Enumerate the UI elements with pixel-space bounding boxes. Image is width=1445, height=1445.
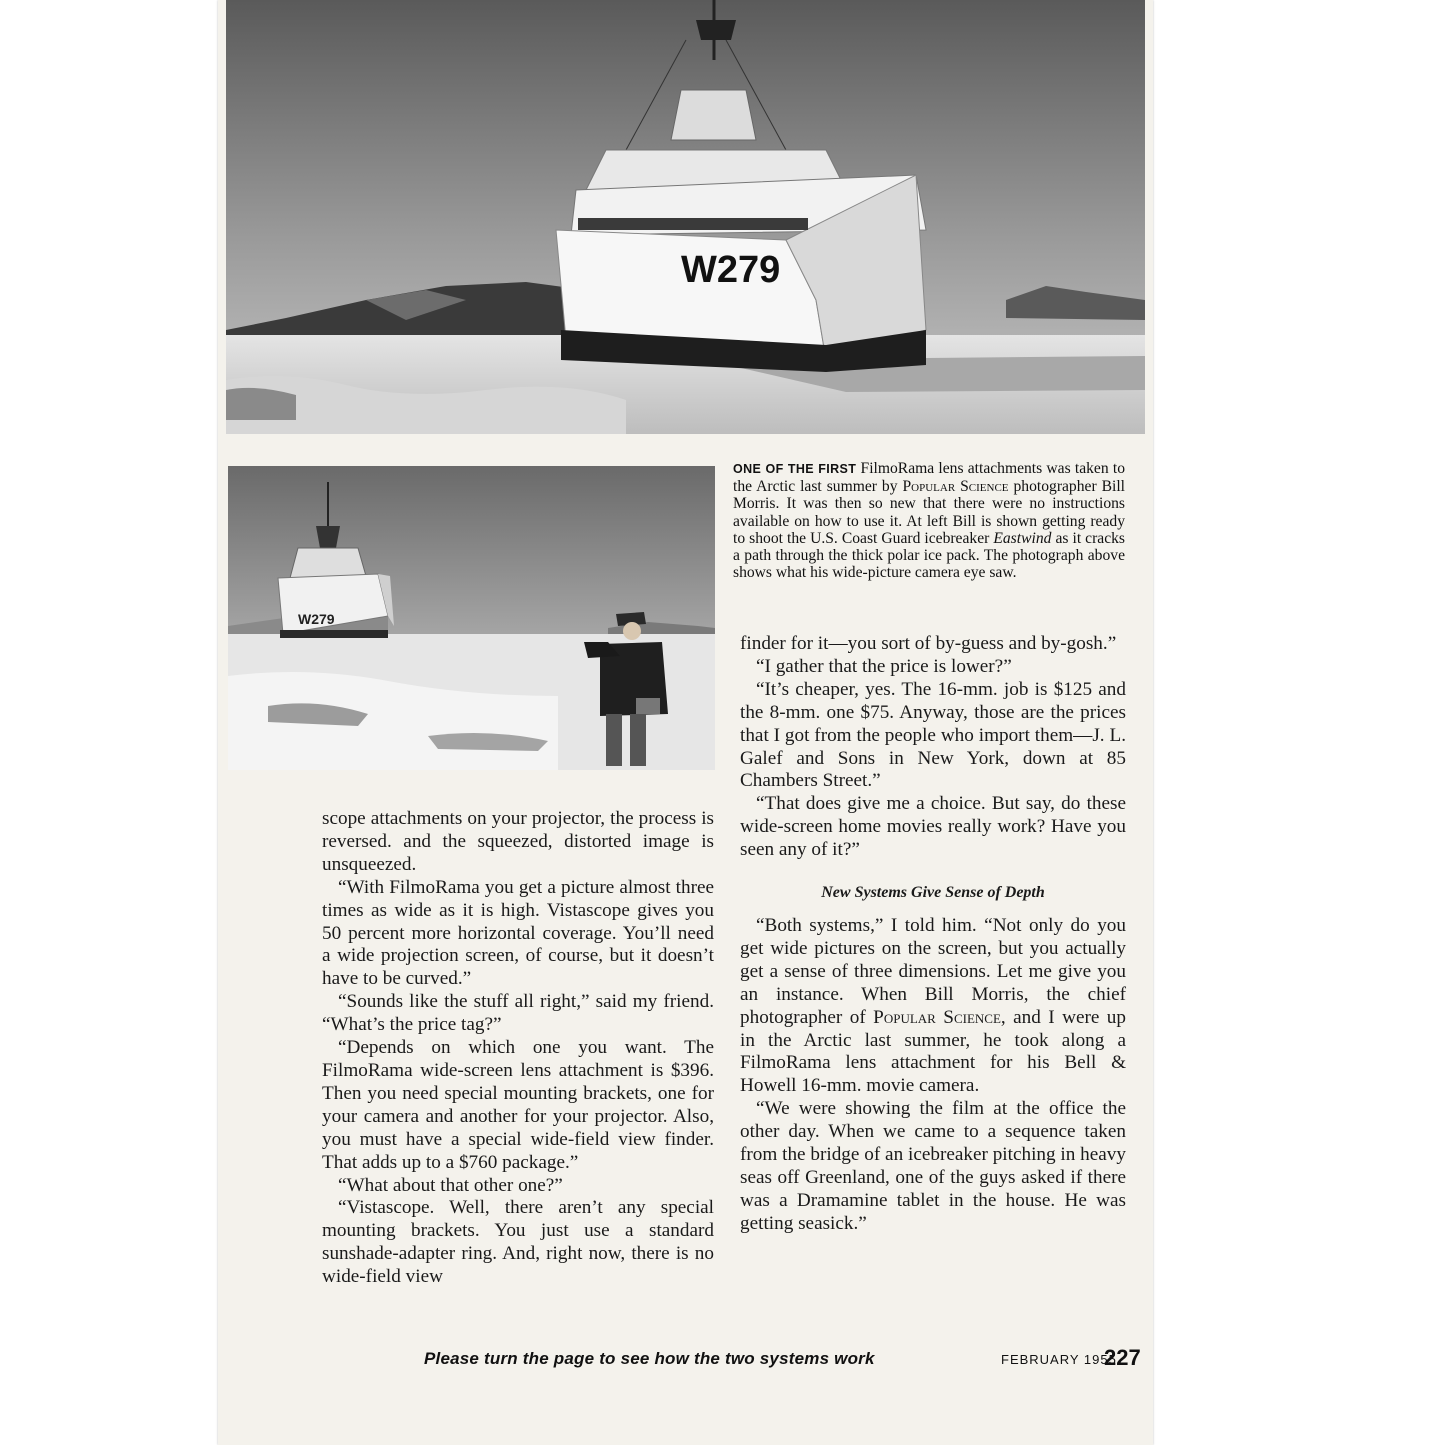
paragraph: “That does give me a choice. But say, do these wide-screen home movies really work? Have you seen any of it?” [740,793,1126,861]
paragraph: “I gather that the price is lower?” [756,655,1012,677]
caption-text-3: as it cracks a path through the thick polar ice pack. The photograph above shows what his wide-picture camera eye saw. [733,529,1126,582]
paragraph: “Vistascope. Well, there aren’t any special mounting brackets. You just use a standard sunshade-adapter ring. And, right now, there is no wide-field view [322,1197,714,1288]
paragraph: “What about that other one?” [338,1174,563,1196]
caption-text-2: photographer Bill Morris. It was then so new that there were no instructions available on how to use it. At left Bill is shown getting ready to shoot the U.S. Coast Guard icebreaker [733,478,1126,547]
caption-text-1: FilmoRama lens attachments was taken to the Arctic last summer by [733,460,1125,496]
paragraph: scope attachments on your projector, the process is reversed. and the squeezed, distorted image is unsqueezed. [322,808,714,875]
paragraph: “Sounds like the stuff all right,” said my friend. “What’s the price tag?” [322,991,714,1036]
magazine-name: Popular Science [873,1006,1001,1028]
paragraph-text: , and I were up in the Arctic last summer, he took along a FilmoRama lens attachment for his Bell & Howell 16-mm. movie camera. [740,1006,1126,1097]
magazine-page [218,0,1153,1445]
section-subhead: New Systems Give Sense of Depth [821,884,1045,902]
continue-note: Please turn the page to see how the two systems work [424,1349,875,1368]
photo-caption [733,460,1125,581]
hull-number-top: W279 [681,249,781,291]
photographer-photo [228,466,715,770]
paragraph: “We were showing the film at the office the other day. When we came to a sequence taken from the bridge of an icebreaker pitching in heavy seas off Greenland, one of the guys asked if there was a Dramamine tablet in the house. He was getting seasick.” [740,1098,1126,1234]
paragraph: “It’s cheaper, yes. The 16-mm. job is $125 and the 8-mm. one $75. Anyway, those are the prices that I got from the people who import them—J. L. Galef and Sons in New York, down at 85 Chambers Street.” [740,678,1126,792]
page-footer [424,1345,1141,1375]
hull-number-left: W279 [298,611,335,627]
issue-date: FEBRUARY 1955 [1001,1352,1117,1367]
paragraph [740,915,1126,1098]
caption-ship-name: Eastwind [993,529,1052,547]
paragraph: “Depends on which one you want. The FilmoRama wide-screen lens attachment is $396. Then you need special mounting brackets, one for your camera and another for your projector. Also, you must have a special wide-field view finder. That adds up to a $760 package.” [322,1037,714,1173]
left-text-column [322,808,714,1289]
paragraph-text: “Both systems,” I told him. “Not only do you get wide pictures on the screen, but you actually get a sense of three dimensions. Let me give you an instance. When Bill Morris, the chief photographer of [740,914,1126,1028]
paragraph: “With FilmoRama you get a picture almost three times as wide as it is high. Vistascope gives you 50 percent more horizontal coverage. You’ll need a wide projection screen, of course, but it doesn’t have to be curved.” [322,876,714,990]
icebreaker-wide-photo [226,0,1145,434]
caption-magazine-name: Popular Science [902,478,1009,496]
paragraph: finder for it—you sort of by-guess and by-gosh.” [740,633,1117,654]
page-number: 227 [1104,1345,1141,1370]
caption-lead: ONE OF THE FIRST [733,462,857,476]
right-text-column [740,633,1126,1236]
